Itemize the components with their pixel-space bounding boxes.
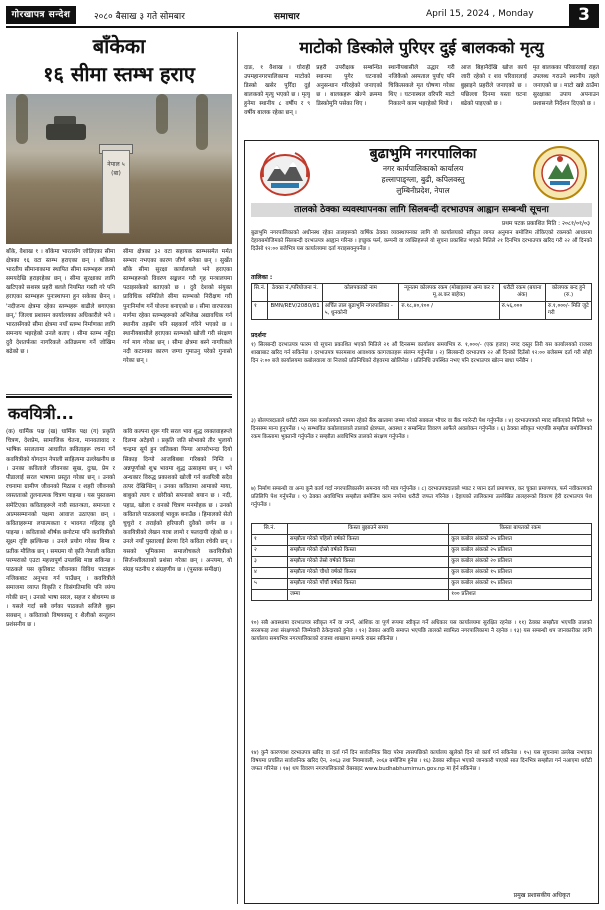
table-header-row: [252, 284, 592, 302]
page-number: 3: [569, 4, 599, 26]
table-cell: रु.५६,०००: [499, 301, 545, 319]
nepal-emblem-icon: [257, 147, 313, 197]
tree-shape: [196, 94, 208, 150]
signature: प्रमुख प्रशासकीय अधिकृत: [513, 892, 570, 899]
right-story-col3: स्थानीयबासीले उद्धार गरी नजिकैको अस्पताल पुर्याए पनि चिकित्सकले मृत घोषणा गरेका थिए । घटनास्थल वरिपरि माटो निकाल्ने काम भइरहेको थियो ।: [388, 65, 455, 107]
table-cell: कुल कबोल अंकको २५ प्रतिशत: [449, 546, 592, 557]
column-divider: [237, 32, 238, 904]
table-cell: रु.१८,४०,१०० /: [399, 301, 499, 319]
poem-body: [6, 428, 232, 902]
table-cell: कुल कबोल अंकको २० प्रतिशत: [449, 557, 592, 568]
table-cell: २: [252, 546, 288, 557]
notice-header: [321, 145, 525, 196]
section-label: समाचार: [274, 12, 300, 22]
table-cell: ५: [252, 579, 288, 590]
tree-shape: [16, 94, 28, 144]
table-cell: जम्मा: [287, 590, 448, 601]
left-story-col2: सीमा क्षेत्रका ३२ वटा सहायक स्तम्भसमेत मर्मत सम्भार नभएका कारण जीर्ण बनेका छन् । सुर्खेत बाँके सीमा सुरक्षा कार्यालयले भने हराएका स्तम्भहरूको विवरण सङ्कलन गरी गृह मन्त्रालयमा पठाइसकेको बताएको छ । दुवै देशको संयुक्त प्राविधिक समितिले सीमा स्तम्भको निरीक्षण गरी पुनःनिर्माण गर्ने योजना बनाएको छ । सीमा वारपारका मार्गमा रहेका स्तम्भहरूको अभिलेख अद्यावधिक गर्न स्थानीय तहसँग पनि सहकार्य गरिने भएको छ । स्थानीयबासीले हराएका स्तम्भको खोजी गरी संरक्षण गर्न माग गरेका छन् । सीमा क्षेत्रमा बस्ने नागरिकले नदी कटानका कारण जग्गा गुमाउनु परेको गुनासो गरेका छन् ।: [123, 249, 232, 365]
notice-subtitle2: हल्लापाङ्ग्ला, बुढी, कपिलवस्तु: [381, 175, 465, 184]
table-cell: सम्झौता गरेको पहिलो वर्षको किस्ता: [287, 535, 448, 546]
conditions-part1: १) सिलबन्दी दरभाउपत्र फारम यो सूचना प्रकाशित भएको मितिले २१ औं दिनसम्म कार्यालय समयभित्र रु. १,०००/- (एक हजार) नगद दस्तुर तिरी यस कार्यालयको राजस्व शाखाबाट खरिद गर्न सकिनेछ । दरभाउपत्र फारमसाथ आवश्यक कागजातहरू संलग्न गर्नुपर्नेछ । २) सिलबन्दी दरभाउपत्र २२ औं दिनको दिउँसो १२:०० बजेसम्म दर्ता गरी सोही दिन २:०० बजे कार्यालयमा कबोलवाला वा निजको प्रतिनिधिको रोहवरमा खोलिनेछ । प्रतिनिधि उपस्थित नभए पनि दरभाउपत्र खोल्न बाधा पर्नेछैन ।: [251, 342, 592, 365]
notice-subtitle3: लुम्बिनीप्रदेश, नेपाल: [396, 186, 450, 195]
right-headline: माटोको डिस्कोले पुरिएर दुई बालकको मृत्यु: [299, 38, 544, 57]
notice-subtitle1: नगर कार्यपालिकाको कार्यालय: [382, 164, 464, 173]
left-story: [6, 32, 232, 394]
table-label: तालिका :: [251, 274, 273, 281]
right-story-col5: मृत बालकका परिवारलाई राहत उपलब्ध गराउने स्थानीय तहले जनाएको छ । माटो खन्ने ठाउँमा सुरक्षाका उपाय अपनाउन प्रशासनले निर्देशन दिएको छ ।: [532, 65, 600, 107]
table-header-cell: कोलपक बन्द हुने (रु.): [546, 284, 592, 302]
table-cell: रु.१,०००/- मिति जुटे गरी: [546, 301, 592, 319]
notice-banner: तालको ठेक्का व्यवस्थापनका लागि सिलबन्दी दरभाउपत्र आह्वान सम्बन्धी सूचना: [251, 203, 592, 217]
table-row: [252, 301, 592, 319]
table-header-cell: किस्ता बापतको रकम: [449, 524, 592, 535]
table-cell: कुल कबोल अंकको २५ प्रतिशत: [449, 535, 592, 546]
masthead: [6, 4, 599, 28]
left-story-body: [6, 248, 232, 394]
right-story-col2: प्रहरी उपरीक्षक सम्बन्धित स्थानमा पुगेर घटनाको अनुसन्धान गरिरहेको जनाएको छ । बालकहरू खेल्ने क्रममा डिस्कोमुनि पसेका थिए ।: [316, 65, 383, 107]
table-cell: ४: [252, 568, 288, 579]
table-cell: सम्झौता गरेको चौथो वर्षको किस्ता: [287, 568, 448, 579]
table-cell: सम्झौता गरेको तेस्रो वर्षको किस्ता: [287, 557, 448, 568]
lake-tender-table: [251, 283, 592, 320]
table-cell: सम्झौता गरेको दोस्रो वर्षको किस्ता: [287, 546, 448, 557]
conditions-label: प्रदर्शनः: [251, 332, 267, 339]
notice-intro: बुढाभुमि नगरपालिकाको अधीनस्थ रहेका तालहरूको वार्षिक ठेक्का व्यवस्थापनका लागि यो कार्यालयको स्वीकृत लागत अनुमान बमोजिम तोकिएको रकमको आधारमा देहायबमोजिमको सिलबन्दी दरभाउपत्र आह्वान गरिन्छ । इच्छुक फर्म, कम्पनी वा व्यक्तिहरूले यो सूचना प्रकाशित भएको मितिले २१ दिनभित्र दरभाउपत्र खरिद गरी २२ औं दिनको दिउँसो १२:०० बजेभित्र यस कार्यालयमा दर्ता गराइसक्नुपर्नेछ ।: [251, 230, 592, 253]
publish-date: प्रथम पटक प्रकाशित मिति : २०८१/०१/०३: [501, 221, 590, 227]
section-divider: [6, 394, 232, 395]
pillar-inscription: नेपाल ५ (बा): [107, 161, 125, 177]
table-header-cell: धरौटी रकम (बयाना अंक): [499, 284, 545, 302]
conditions-part3: ७) निर्माण सम्बन्धी वा अन्य कुनै कार्य गर्दा नगरपालिकासँग समन्वय गरी मात्र गर्नुपर्नेछ । ८) दरभाउपत्रदाताले भ्याट र प्यान दर्ता प्रमाणपत्र, कर चुक्ता प्रमाणपत्र, फर्म नवीकरणको प्रतिलिपि पेश गर्नुपर्नेछ । ९) ठेक्का अवधिभित्र सम्झौता बमोजिम काम नगरेमा धरौटी जफत गरिनेछ । देहायको तालिकामा उल्लेखित तालहरूको विवरण हेरी दरभाउपत्र पेश गर्नुपर्नेछ ।: [251, 486, 592, 509]
table-row: [252, 579, 592, 590]
table-cell: [252, 590, 288, 601]
table-header-cell: सि.नं.: [252, 284, 268, 302]
left-headline-line2: १६ सीमा स्तम्भ हराए: [43, 62, 195, 86]
left-story-col1: बाँके, वैशाख १ । बाँकेमा भारतसँग जोडिएका सीमा क्षेत्रका १६ वटा स्तम्भ हराएका छन् । बाँकेका भारतीय सीमानाकामा स्थापित सीमा स्तम्भहरू लामो समयदेखि हराइरहेका छन् । सीमा सुरक्षाका लागि खटिएको सशस्त्र प्रहरी बलले नियमित गस्ती गरे पनि हराएका स्तम्भहरू पुनःस्थापना हुन सकेका छैनन् । 'नदीजन्य क्षेत्रमा रहेका स्तम्भहरू बाढीले बगाएका छन्,' जिल्ला प्रशासन कार्यालयका अधिकारीले भने । भारतसँगको सीमा क्षेत्रमा नयाँ स्तम्भ निर्माणका लागि समन्वय भइरहेको उनले बताए । सीमा स्तम्भ नहुँदा दुवै देशतर्फका नागरिकले अतिक्रमण गर्ने जोखिम बढेको छ ।: [6, 249, 115, 356]
vehicle: [46, 124, 86, 140]
closing-part2: १४) कुनै कारणवश दरभाउपत्र खरिद वा दर्ता गर्ने दिन सार्वजनिक बिदा परेमा त्यसपछिको कार्यालय खुलेको दिन सो कार्य गर्न सकिनेछ । १५) यस सूचनामा उल्लेख नभएका विषयमा प्रचलित सार्वजनिक खरिद ऐन, २०६३ तथा नियमावली, २०६४ बमोजिम हुनेछ । १६) ठेक्का स्वीकृत भएको जानकारी पाएको सात दिनभित्र सम्झौता गर्न नआएमा धरौटी जफत गरिनेछ । १७) थप विवरण नगरपालिकाको वेबसाइट www.budhabhumimun.gov.np मा हेर्न सकिनेछ ।: [251, 750, 592, 773]
right-story-body: [244, 64, 599, 136]
nepali-date: २०८० बैसाख ३ गते सोमबार: [94, 12, 185, 22]
left-headline-line1: बाँकेका: [92, 34, 146, 58]
newspaper-logo: गोरखापत्र सन्देश: [6, 6, 76, 24]
table-header-row: [252, 524, 592, 535]
tender-notice: [244, 140, 599, 904]
right-story-col4: आज बिहानैदेखि खोज कार्य जारी रहेको र शव परिवारलाई बुझाइने प्रहरीले जनाएको छ । पछिल्ला दिनमा यस्ता घटना बढेको पाइएको छ ।: [460, 65, 527, 107]
table-cell: १०० प्रतिशत: [449, 590, 592, 601]
tree-shape: [156, 94, 168, 134]
poem-col2: कवि कल्पना शुरू गरि सरल भाव शुद्ध व्यक्तवाहरूले दिलमा अटेइयो । प्रकृति जति सोभाको तीर भुलायो चन्द्रमा सूर्य हुन जतिकबा पिन्या आपरोभन्दा दियो सिकाइ दिन्यो आजबिबबा गरिबको निम्ति । अन्नपूर्णाको शुभ्र भावमा शुद्ध उत्साहमा छन् । भने अन्धकार विरुद्ध प्रकाशको खोजी गर्न कवयित्री सदैव तत्पर देखिन्छिन् । उनका कवितामा आमाको माया, बाबुको त्याग र छोरीको सपनाको बयान छ । नदी, पहाड, खोला र वनको चित्रण मनमोहक छ । उनको कविताले पाठकलाई भावुक बनाउँछ । हिमालको सेतो चुचुरो र तराईको हरियाली दुवैको वर्णन छ । कवयित्रीको लेखन यात्रा लामो र फलदायी रहेको छ । उनले नयाँ पुस्तालाई प्रेरणा दिने कविता रचेकी छन् । यसको भूमिकामा समालोचकले कवयित्रीको सिर्जनशीलताको प्रशंसा गरेका छन् । अन्त्यमा, यो संग्रह पठनीय र संग्रहणीय छ । (पुस्तक समीक्षा): [123, 429, 232, 574]
conditions-part2: ३) बोलपत्रदाताले धरौटी रकम यस कार्यालयको नाममा रहेको बैंक खातामा जम्मा गरेको सक्कल भौचर वा बैंक ग्यारेन्टी पेश गर्नुपर्नेछ । ४) दरभाउपत्रको म्याद सकिएको मितिले ९० दिनसम्म मान्य हुनुपर्नेछ । ५) सम्भावित कबोलवालाले तालको क्षेत्रफल, अवस्था र सम्बन्धित विवरण आफैंले अवलोकन गर्नुपर्नेछ । ६) ठेक्का स्वीकृत भएपछि सम्झौता बमोजिमको रकम किस्तामा भुक्तानी गर्नुपर्नेछ र सम्झौता अवधिभित्र तालको संरक्षण गर्नुपर्नेछ ।: [251, 418, 592, 441]
english-date: April 15, 2024 , Monday: [426, 9, 534, 19]
table-cell: कुल कबोल अंकको १५ प्रतिशत: [449, 568, 592, 579]
poem-review: [6, 396, 232, 904]
border-pillar-photo: [6, 94, 232, 244]
table-cell: १: [252, 535, 288, 546]
table-header-cell: सि.नं.: [252, 524, 288, 535]
right-story-col1: दाङ, १ वैशाख । घोराही उपमहानगरपालिकामा माटोको डिस्को खसेर पुरिँदा दुई बालकको मृत्यु भएको छ । मृत्यु हुनेमा स्थानीय ८ वर्षीय र ९ वर्षीय बालक रहेका छन् ।: [244, 65, 311, 116]
table-cell: सम्झौता गरेको पाँचौं वर्षको किस्ता: [287, 579, 448, 590]
installment-table: [251, 523, 592, 601]
table-header-cell: ठेक्का नं./परियोजना नं.: [268, 284, 322, 302]
table-cell: कुल कबोल अंकको १५ प्रतिशत: [449, 579, 592, 590]
table-header-cell: कोलपकाको नाम: [322, 284, 399, 302]
table-cell: BMN/REV/2080/81: [268, 301, 322, 319]
table-row: [252, 557, 592, 568]
municipality-logo-icon: [532, 145, 588, 201]
table-row: [252, 546, 592, 557]
table-row: [252, 535, 592, 546]
table-cell: १: [252, 301, 268, 319]
closing-part1: १०) सबै अवस्थामा दरभाउपत्र स्वीकृत गर्ने वा नगर्ने, आंशिक वा पूर्ण रूपमा स्वीकृत गर्ने अधिकार यस कार्यालयमा सुरक्षित रहनेछ । ११) ठेक्का सम्झौता भएपछि तालको सरसफाइ तथा संरक्षणको जिम्मेवारी ठेकेदारको हुनेछ । १२) ठेक्का अवधि समाप्त भएपछि तालको स्वामित्व नगरपालिकामा नै रहनेछ । १३) यस सम्बन्धी थप जानकारीका लागि कार्यालय समयभित्र नगरपालिकाको राजस्व शाखामा सम्पर्क राख्न सकिनेछ ।: [251, 620, 592, 643]
table-row: [252, 568, 592, 579]
table-cell: ३: [252, 557, 288, 568]
notice-title: बुढाभुमि नगरपालिका: [369, 146, 477, 162]
left-headline: [6, 32, 232, 90]
table-row: [252, 590, 592, 601]
table-cell: अर्चित ताल बुढाभुमि नगरपालिका - ५, धुनकोनी: [322, 301, 399, 319]
poem-col1: (क) धार्मिक पक्ष (ख) धार्मिक पक्ष (ग) प्रकृति चित्रण, देशप्रेम, सामाजिक चेतना, मानवतावाद र भाषिक सरलतामा आधारित कविताहरू रचना गर्ने कवयित्रीको योगदान नेपाली साहित्यमा उल्लेखनीय छ । उनका कविताले जीवनका सुख, दुःख, प्रेम र पीडालाई सरल भाषामा प्रस्तुत गरेका छन् । उनको रचनामा ग्रामीण जीवनको मिठास र शहरी जीवनको व्यस्तताको तुलनात्मक चित्रण पाइन्छ । यस पुस्तकमा समेटिएका कविताहरूले नारी स्वतन्त्रता, समानता र आत्मसम्मानको पक्षमा आवाज उठाएका छन् । कविताहरूमा लयात्मकता र भावगत गहिराइ दुवै पाइन्छ । कविताको शीर्षक छनोटमा पनि कवयित्रीको सूक्ष्म दृष्टि झल्किन्छ । उनले प्रयोग गरेका बिम्ब र प्रतीक मौलिक छन् । समग्रमा यो कृति नेपाली कविता परम्पराको एउटा महत्त्वपूर्ण उपलब्धि मान्न सकिन्छ । पाठकले यस कृतिबाट जीवनका विविध पाटाहरू नजिकबाट अनुभव गर्न पाउँछन् । कवयित्रीले समाजमा व्याप्त विकृति र विसंगतिमाथि पनि व्यंग्य गरेकी छन् । उनको भाषा सरल, सहज र बोधगम्य छ । यसले गर्दा सबै वर्गका पाठकले सजिलै बुझ्न सक्छन् । कविताको विषयवस्तु र शैलीको सन्तुलन प्रशंसनीय छ ।: [6, 429, 115, 629]
table-header-cell: न्यूनतम कोलपक रकम (मोबाइलमा अन्य कर र मू.अ.कर बाहेक): [399, 284, 499, 302]
table-header-cell: किस्ता बुझाउने समय: [287, 524, 448, 535]
poem-title: कवयित्री...: [8, 404, 74, 423]
